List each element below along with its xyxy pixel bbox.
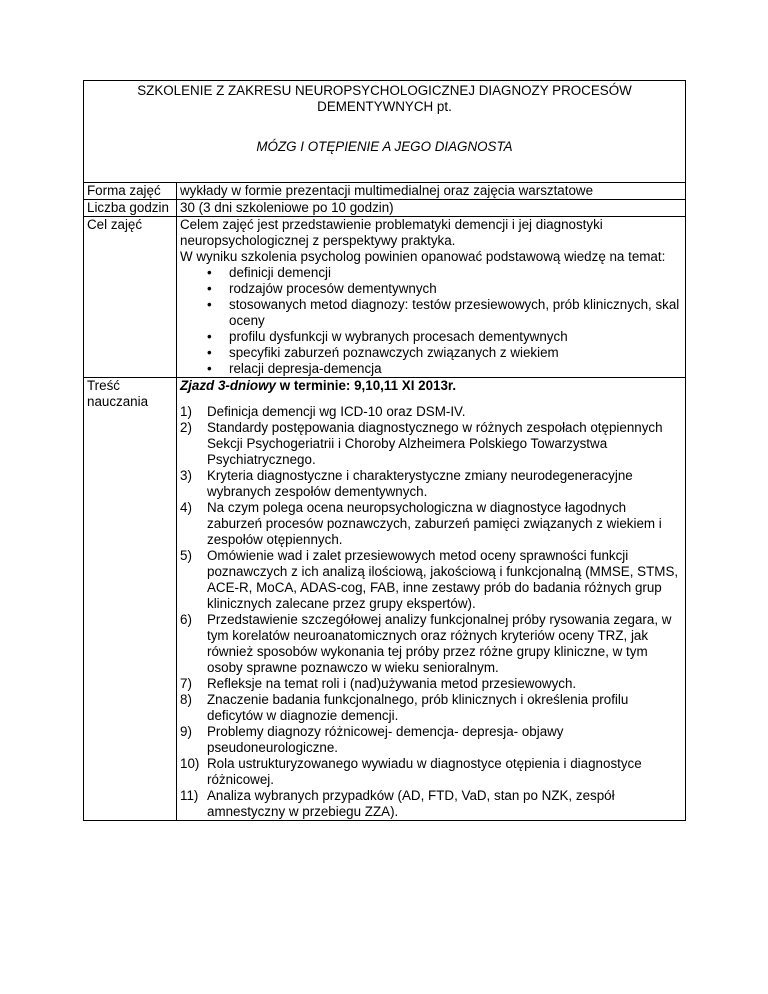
list-item	[180, 404, 682, 420]
topic-number: 10)	[180, 756, 200, 771]
topic-text: Na czym polega ocena neuropsychologiczna w diagnostyce łagodnych zaburzeń procesów poznawczych, zaburzeń pamięci związanych z wiekiem i zespołów otępiennych.	[207, 500, 662, 547]
row-tresc	[84, 378, 686, 821]
list-item: • specyfiki zaburzeń poznawczych związanych z wiekiem	[207, 345, 682, 361]
topic-text: Problemy diagnozy różnicowej- demencja- depresja- objawy pseudoneurologiczne.	[207, 724, 564, 755]
list-item	[180, 756, 682, 788]
label-cel: Cel zajęć	[84, 217, 177, 378]
topic-number: 9)	[180, 724, 192, 739]
cel-lead: W wyniku szkolenia psycholog powinien opanować podstawową wiedzę na temat:	[180, 249, 666, 264]
topic-number: 1)	[180, 404, 192, 419]
list-item	[180, 420, 682, 468]
value-forma: wykłady w formie prezentacji multimedialnej oraz zajęcia warsztatowe	[177, 183, 686, 200]
label-liczba: Liczba godzin	[84, 200, 177, 217]
topic-number: 7)	[180, 676, 192, 691]
value-cel	[177, 217, 686, 378]
schedule-date: w terminie: 9,10,11 XI 2013r.	[275, 378, 457, 393]
topic-number: 4)	[180, 500, 192, 515]
schedule-emphasis: Zjazd 3-dniowy	[180, 378, 276, 393]
row-liczba	[84, 200, 686, 217]
topic-number: 6)	[180, 612, 192, 627]
topic-text: Standardy postępowania diagnostycznego w różnych zespołach otępiennych Sekcji Psychogeriatrii i Choroby Alzheimera Polskiego Towarzystwa Psychiatrycznego.	[207, 420, 663, 467]
topic-number: 2)	[180, 420, 192, 435]
header-row	[84, 81, 686, 183]
row-forma	[84, 183, 686, 200]
topic-number: 3)	[180, 468, 192, 483]
topic-text: Rola ustrukturyzowanego wywiadu w diagnostyce otępienia i diagnostyce różnicowej.	[207, 756, 642, 787]
topic-text: Omówienie wad i zalet przesiewowych metod oceny sprawności funkcji poznawczych z ich analizą ilościową, jakościową i funkcjonalną (MMSE, STMS, ACE-R, MoCA, ADAS-cog, FAB, inne zestawy prób do badania różnych grup klinicznych zalecane przez grupy ekspertów).	[207, 548, 679, 611]
topic-text: Refleksje na temat roli i (nad)używania metod przesiewowych.	[207, 676, 577, 691]
topic-number: 5)	[180, 548, 192, 563]
topic-number: 8)	[180, 692, 192, 707]
value-liczba: 30 (3 dni szkoleniowe po 10 godzin)	[177, 200, 686, 217]
label-tresc: Treść nauczania	[84, 378, 177, 821]
document-title: SZKOLENIE Z ZAKRESU NEUROPSYCHOLOGICZNEJ DIAGNOZY PROCESÓW DEMENTYWNYCH pt.	[137, 83, 632, 114]
list-item: • rodzajów procesów dementywnych	[207, 281, 682, 297]
header-cell	[84, 81, 686, 183]
list-item: • definicji demencji	[207, 265, 682, 281]
list-item	[180, 500, 682, 548]
topic-text: Analiza wybranych przypadków (AD, FTD, VaD, stan po NZK, zespół amnestyczny w przebiegu ZZA).	[207, 788, 615, 819]
cel-bullet-list	[180, 265, 682, 377]
document-subtitle: MÓZG I OTĘPIENIE A JEGO DIAGNOSTA	[256, 139, 513, 154]
row-cel	[84, 217, 686, 378]
label-forma: Forma zajęć	[84, 183, 177, 200]
list-item	[180, 692, 682, 724]
cel-intro: Celem zajęć jest przedstawienie problematyki demencji i jej diagnostyki neuropsychologicznej z perspektywy praktyka.	[180, 217, 603, 248]
value-tresc	[177, 378, 686, 821]
topic-text: Przedstawienie szczegółowej analizy funkcjonalnej próby rysowania zegara, w tym korelatów neuroanatomicznych oraz różnych kryteriów oceny TRZ, jak również sposobów wykonania tej próby przez różne grupy kliniczne, w tym osoby sprawne poznawczo w wieku senioralnym.	[207, 612, 672, 675]
topic-text: Znaczenie badania funkcjonalnego, prób klinicznych i określenia profilu deficytów w diagnozie demencji.	[207, 692, 629, 723]
document-table	[83, 80, 686, 821]
list-item	[180, 724, 682, 756]
topic-text: Kryteria diagnostyczne i charakterystyczne zmiany neurodegeneracyjne wybranych zespołów dementywnych.	[207, 468, 633, 499]
list-item	[180, 548, 682, 612]
list-item	[180, 612, 682, 676]
list-item	[180, 468, 682, 500]
list-item	[180, 788, 682, 820]
topic-text: Definicja demencji wg ICD-10 oraz DSM-IV.	[207, 404, 466, 419]
list-item: • relacji depresja-demencja	[207, 361, 682, 377]
schedule-line	[180, 378, 682, 394]
list-item: • stosowanych metod diagnozy: testów przesiewowych, prób klinicznych, skal oceny	[207, 297, 682, 329]
topic-list	[180, 404, 682, 820]
topic-number: 11)	[180, 788, 199, 803]
list-item: • profilu dysfunkcji w wybranych procesach dementywnych	[207, 329, 682, 345]
list-item	[180, 676, 682, 692]
